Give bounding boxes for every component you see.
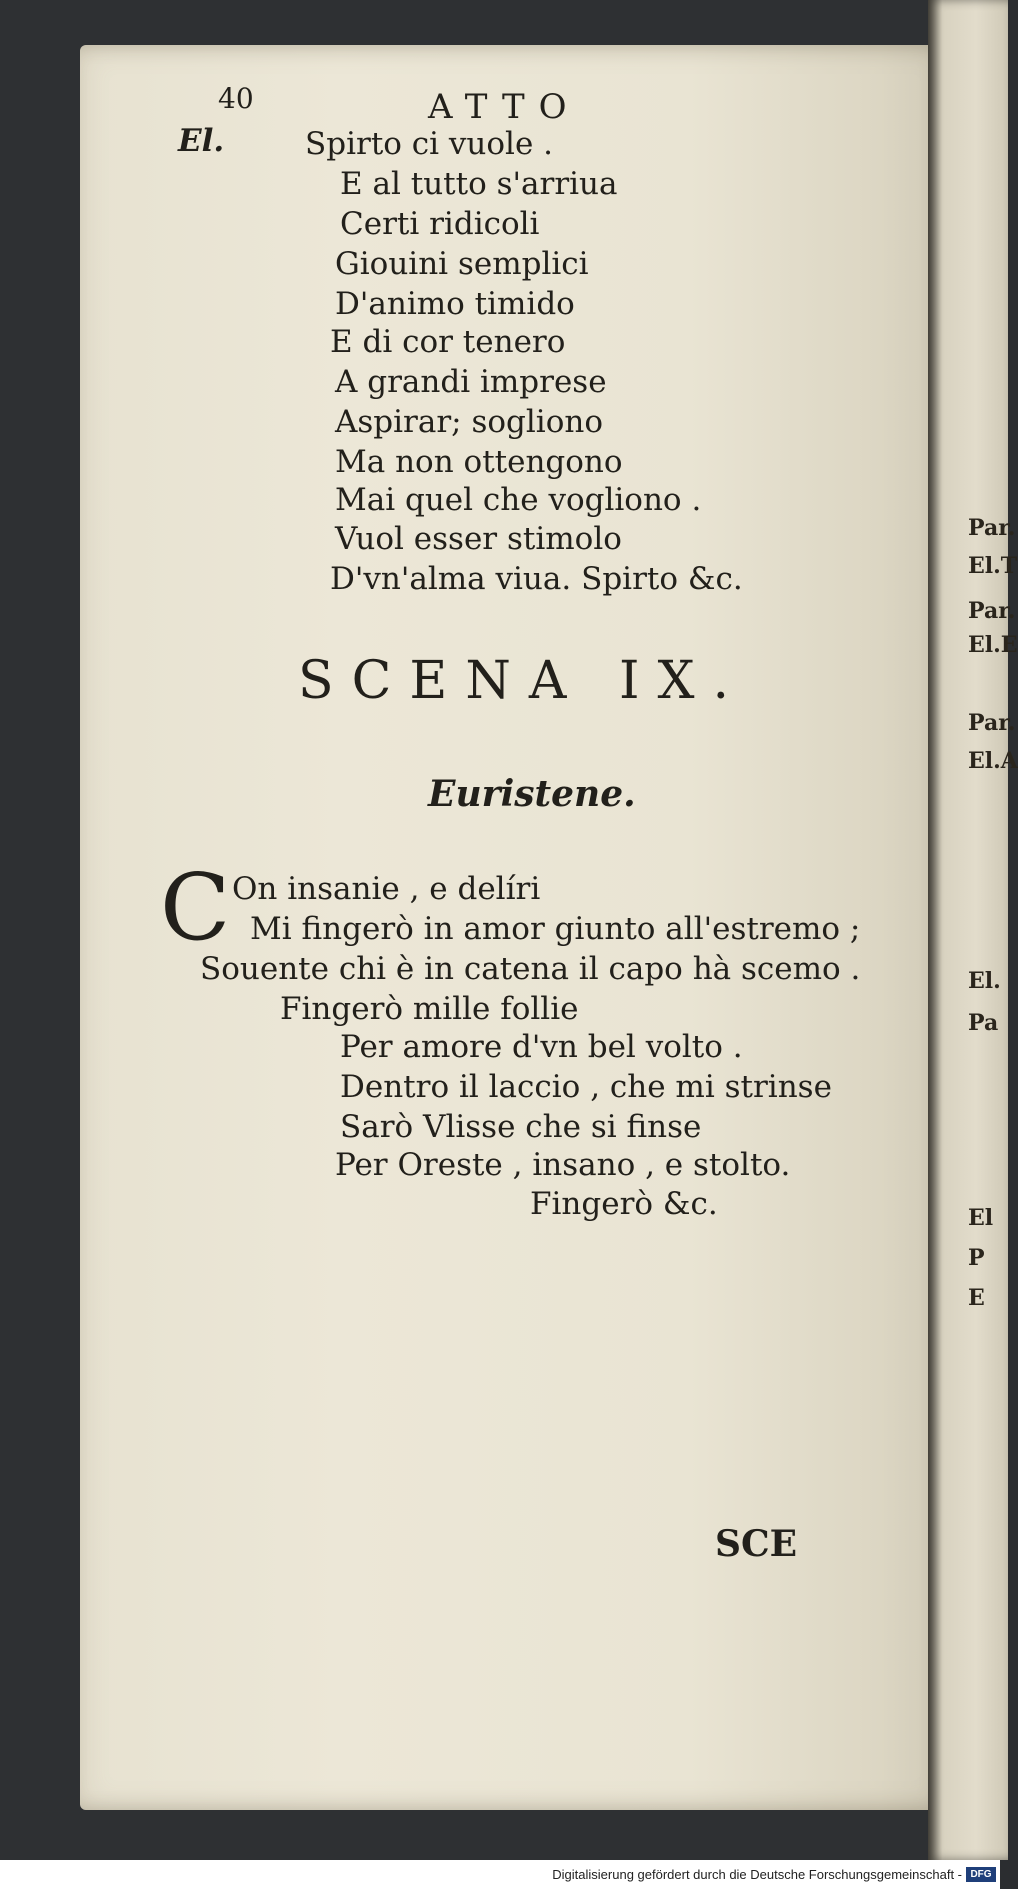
adjacent-margin-note: El.A <box>968 748 1018 774</box>
adjacent-margin-note: El.E <box>968 632 1018 658</box>
verse-line: Vuol esser stimolo <box>335 521 622 557</box>
verse-line: Sarò Vlisse che si finse <box>340 1109 702 1145</box>
scene-title: SCENA IX. <box>298 651 748 711</box>
verse-line: On insanie , e delíri <box>232 871 541 907</box>
verse-line: Spirto ci vuole . <box>305 126 554 162</box>
speaker-margin-mark: El. <box>178 123 225 159</box>
verse-line: Fingerò &c. <box>530 1186 718 1222</box>
adjacent-margin-note: Par. <box>968 598 1016 624</box>
verse-line: A grandi imprese <box>335 364 607 400</box>
verse-line: Aspirar; sogliono <box>335 404 604 440</box>
adjacent-margin-note: El. <box>968 968 1001 994</box>
verse-line: Per Oreste , insano , e stolto. <box>335 1147 791 1183</box>
verse-line: Ma non ottengono <box>335 444 623 480</box>
adjacent-margin-note: Par. <box>968 710 1016 736</box>
verse-line: Fingerò mille follie <box>280 991 579 1027</box>
funding-credit: Digitalisierung gefördert durch die Deutsche Forschungsgemeinschaft - <box>552 1867 962 1882</box>
verse-line: D'vn'alma viua. Spirto &c. <box>330 561 743 597</box>
page-number: 40 <box>218 82 254 115</box>
verse-line: Souente chi è in catena il capo hà scemo . <box>200 951 861 987</box>
adjacent-margin-note: Par. <box>968 515 1016 541</box>
verse-line: Per amore d'vn bel volto . <box>340 1029 743 1065</box>
adjacent-margin-note: El.T <box>968 553 1018 579</box>
adjacent-margin-note: El <box>968 1205 994 1231</box>
verse-line: Giouini semplici <box>335 246 589 282</box>
verse-line: Dentro il laccio , che mi strinse <box>340 1069 832 1105</box>
footer-bar <box>0 1860 1000 1889</box>
running-head: ATTO <box>428 87 581 127</box>
adjacent-margin-note: Pa <box>968 1010 999 1036</box>
adjacent-margin-note: E <box>968 1285 985 1311</box>
catchword: SCE <box>715 1523 798 1565</box>
adjacent-margin-note: P <box>968 1245 985 1271</box>
adjacent-page-edge <box>928 0 1008 1860</box>
verse-line: Mi fingerò in amor giunto all'estremo ; <box>250 911 861 947</box>
verse-line: D'animo timido <box>335 286 575 322</box>
speaker-name: Euristene. <box>428 773 636 815</box>
verse-line: E al tutto s'arriua <box>340 166 618 202</box>
dfg-logo-icon: DFG <box>966 1867 996 1882</box>
verse-line: Certi ridicoli <box>340 206 540 242</box>
drop-cap: C <box>160 854 231 961</box>
verse-line: E di cor tenero <box>330 324 566 360</box>
verse-line: Mai quel che vogliono . <box>335 482 702 518</box>
